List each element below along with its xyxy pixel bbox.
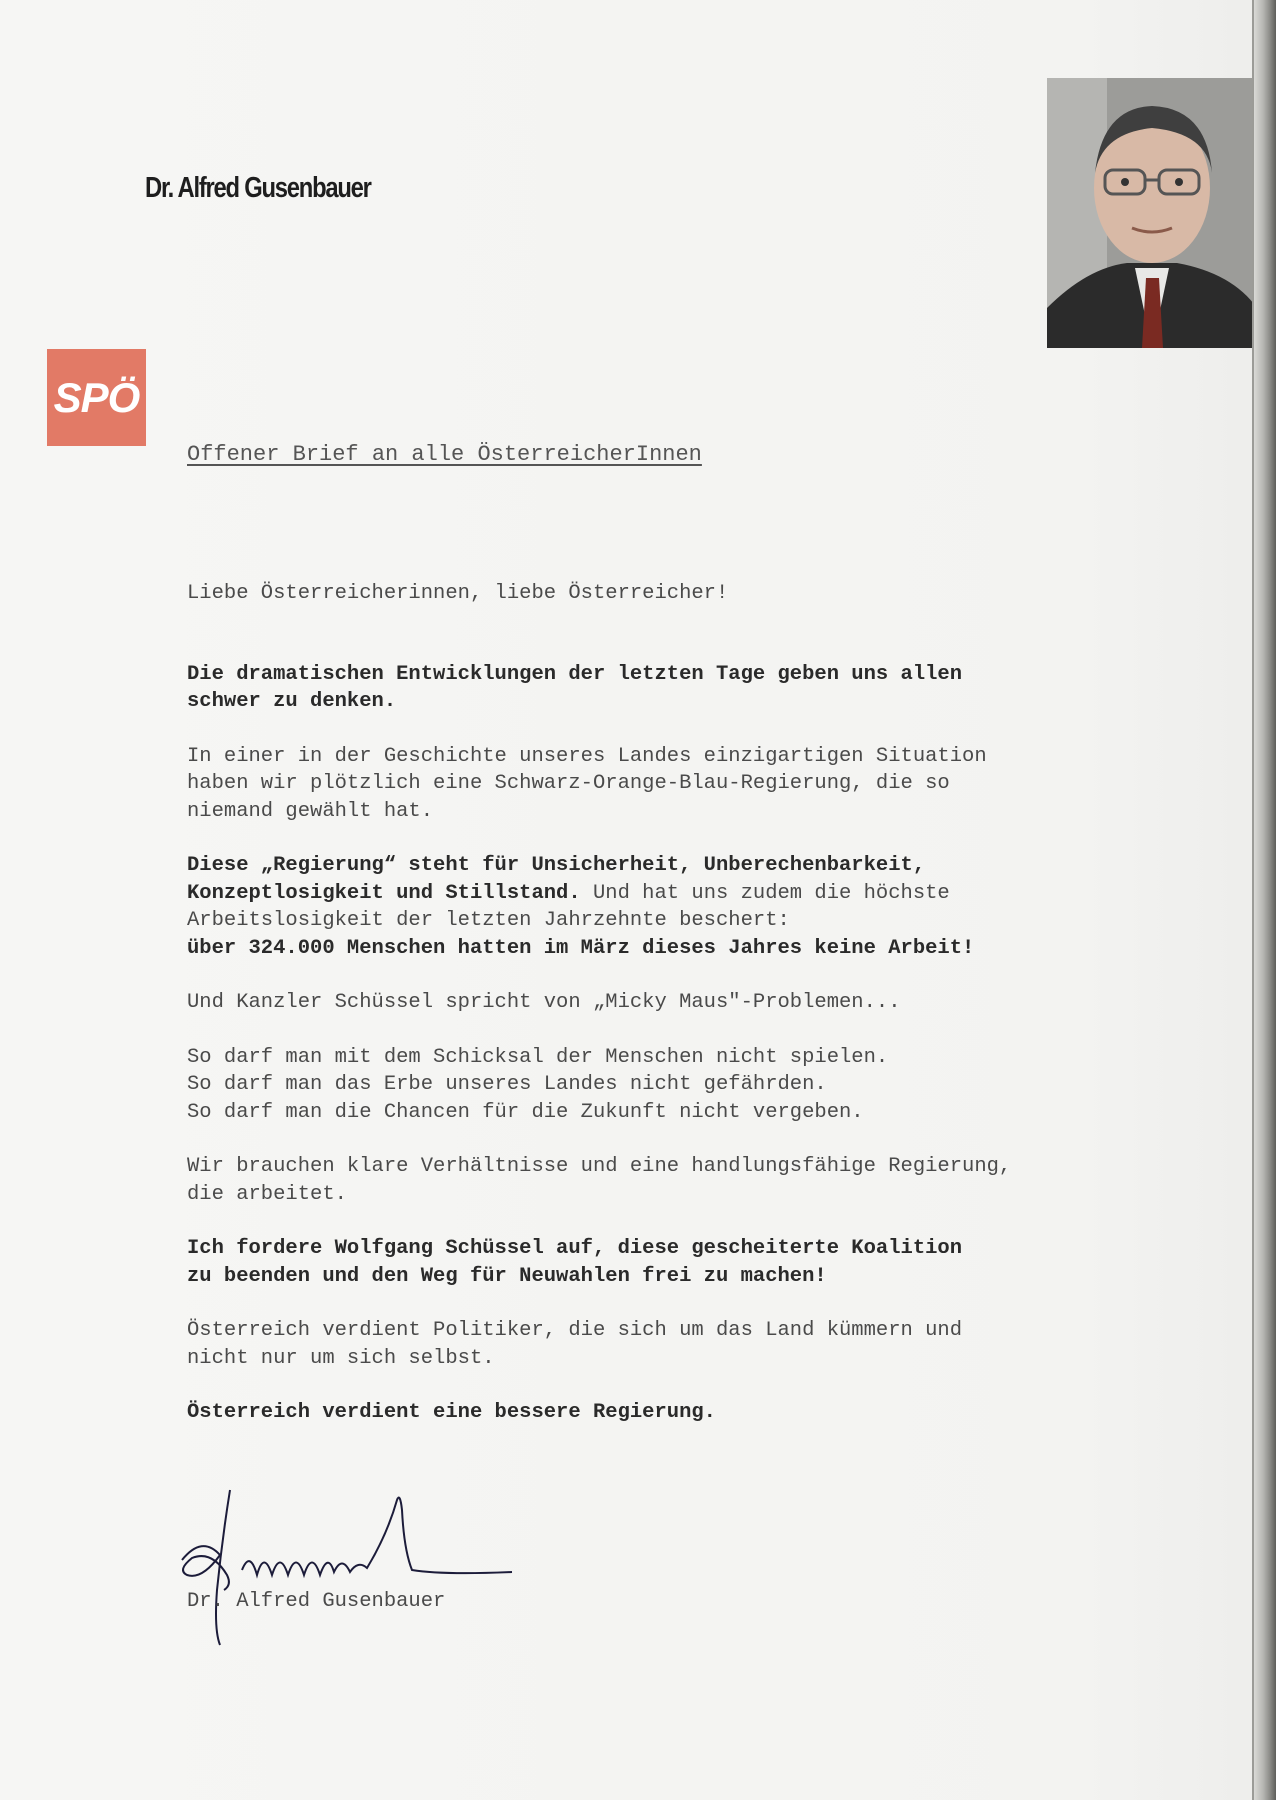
signer-name: Dr. Alfred Gusenbauer [187, 1590, 446, 1613]
paragraph-3-normal: Und hat uns zudem die höchste Arbeitslosigkeit der letzten Jahrzehnte beschert: [187, 881, 950, 932]
handwritten-signature [172, 1480, 522, 1650]
paragraph-1: Die dramatischen Entwicklungen der letzten Tage geben uns allen schwer zu denken. [187, 662, 963, 713]
paragraph-9: Österreich verdient eine bessere Regierung. [187, 1401, 716, 1424]
paragraph-2: In einer in der Geschichte unseres Landes einzigartigen Situation haben wir plötzlich eine Schwarz-Orange-Blau-Regierung, die so niemand gewählt hat. [187, 744, 987, 823]
paragraph-4: Und Kanzler Schüssel spricht von „Micky Maus"-Problemen... [187, 991, 901, 1014]
portrait-photo [1047, 78, 1257, 348]
paragraph-3-bold-tail: über 324.000 Menschen hatten im März dieses Jahres keine Arbeit! [187, 936, 975, 960]
paragraph-8: Österreich verdient Politiker, die sich um das Land kümmern und nicht nur um sich selbst. [187, 1319, 963, 1370]
portrait-icon [1047, 78, 1257, 348]
paragraph-7: Ich fordere Wolfgang Schüssel auf, diese gescheiterte Koalition zu beenden und den Weg für Neuwahlen frei zu machen! [187, 1237, 963, 1288]
paragraph-3-bold-lead: Diese „Regierung“ steht für Unsicherheit, Unberechenbarkeit, Konzeptlosigkeit und Stillstand. [187, 854, 926, 905]
logo-text: SPÖ [53, 373, 140, 421]
letter-subject: Offener Brief an alle ÖsterreicherInnen [187, 442, 702, 467]
letter-body [187, 580, 1187, 1454]
salutation: Liebe Österreicherinnen, liebe Österreicher! [187, 582, 729, 605]
paragraph-5: So darf man mit dem Schicksal der Menschen nicht spielen. So darf man das Erbe unseres Landes nicht gefährden. So darf man die Chancen für die Zukunft nicht vergeben. [187, 1045, 889, 1124]
page-binding-edge [1254, 0, 1276, 1800]
author-header: Dr. Alfred Gusenbauer [145, 172, 371, 204]
paragraph-6: Wir brauchen klare Verhältnisse und eine handlungsfähige Regierung, die arbeitet. [187, 1155, 1012, 1206]
paragraph-3 [187, 852, 1187, 962]
spoe-logo [47, 349, 146, 446]
